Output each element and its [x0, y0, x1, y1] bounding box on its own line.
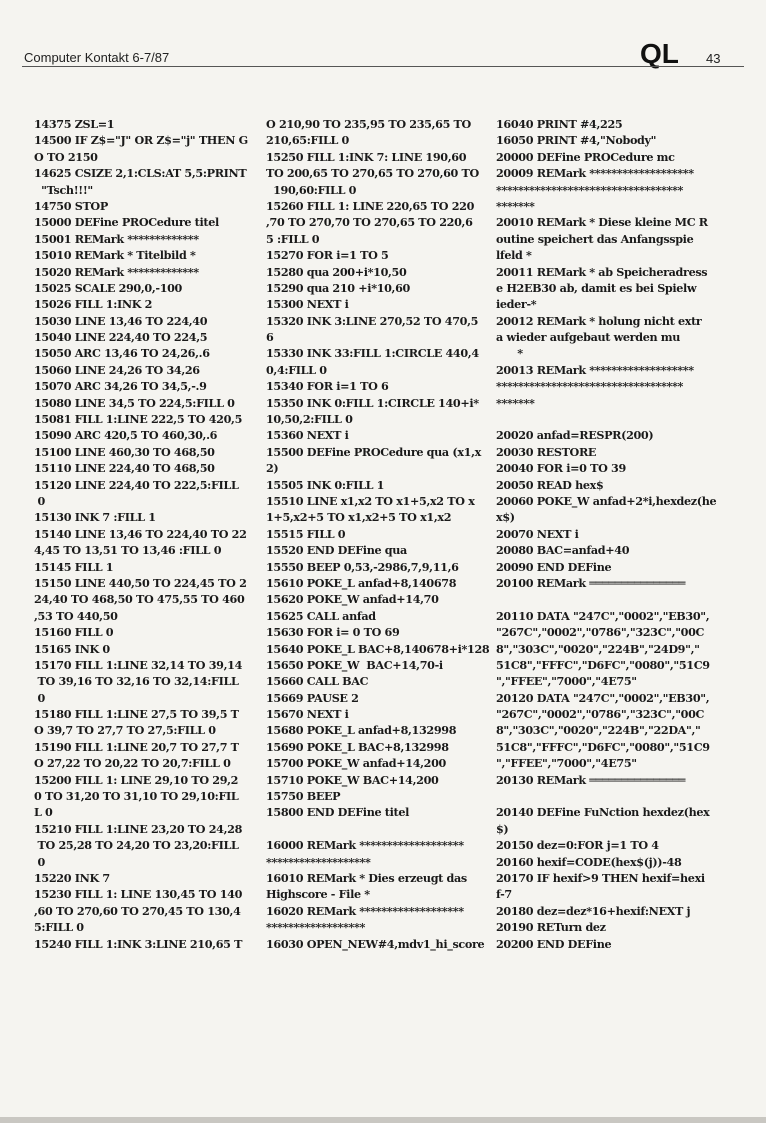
code-line: 20000 DEFine PROCedure mc — [496, 149, 675, 164]
code-line: ********************************** — [496, 182, 684, 197]
code-line: 15610 POKE_L anfad+8,140678 — [266, 575, 457, 590]
code-line: 15210 FILL 1:LINE 23,20 TO 24,28 — [34, 821, 243, 836]
code-line: 20120 DATA "247C","0002","EB30", — [496, 690, 710, 705]
code-line: 15690 POKE_L BAC+8,132998 — [266, 739, 449, 754]
code-line: 15710 POKE_W BAC+14,200 — [266, 772, 439, 787]
code-line: 15030 LINE 13,46 TO 224,40 — [34, 313, 208, 328]
code-line: 20012 REMark * holung nicht extr — [496, 313, 702, 328]
scan-edge — [0, 1117, 766, 1123]
code-line: Highscore - File * — [266, 887, 370, 902]
code-line: 20130 REMark ═══════════════ — [496, 772, 686, 787]
code-line: 15010 REMark * Titelbild * — [34, 248, 196, 263]
code-line: 20150 dez=0:FOR j=1 TO 4 — [496, 838, 659, 853]
code-line: 15140 LINE 13,46 TO 224,40 TO 22 — [34, 526, 247, 541]
code-line: * — [496, 346, 523, 361]
code-line: "267C","0002","0786","323C","00C — [496, 625, 705, 640]
code-line: 16000 REMark ******************* — [266, 838, 464, 853]
code-line: 15130 INK 7 :FILL 1 — [34, 510, 156, 525]
code-line: 15640 POKE_L BAC+8,140678+i*128 — [266, 641, 490, 656]
code-line: 15515 FILL 0 — [266, 526, 346, 541]
code-line: 15630 FOR i= 0 TO 69 — [266, 625, 400, 640]
magazine-title: Computer Kontakt 6-7/87 — [24, 50, 170, 65]
code-line: 20010 REMark * Diese kleine MC R — [496, 215, 708, 230]
code-line: ieder-* — [496, 297, 537, 312]
code-line: 15280 qua 200+i*10,50 — [266, 264, 407, 279]
code-line: 15500 DEFine PROCedure qua (x1,x — [266, 444, 481, 459]
code-line: 15026 FILL 1:INK 2 — [34, 297, 153, 312]
code-line: ******************* — [266, 854, 371, 869]
code-line: 0 — [34, 854, 45, 869]
code-line: 15001 REMark ************* — [34, 231, 199, 246]
code-line: 15025 SCALE 290,0,-100 — [34, 280, 182, 295]
code-line: 20011 REMark * ab Speicheradress — [496, 264, 708, 279]
code-line: 20050 READ hex$ — [496, 477, 604, 492]
code-line: O 39,7 TO 27,7 TO 27,5:FILL 0 — [34, 723, 216, 738]
code-line: 15170 FILL 1:LINE 32,14 TO 39,14 — [34, 657, 243, 672]
code-line — [496, 788, 714, 804]
code-line: 15270 FOR i=1 TO 5 — [266, 248, 389, 263]
code-line: 15320 INK 3:LINE 270,52 TO 470,5 — [266, 313, 479, 328]
code-line: 15669 PAUSE 2 — [266, 690, 359, 705]
code-line: 20070 NEXT i — [496, 526, 579, 541]
code-line: 20090 END DEFine — [496, 559, 612, 574]
code-line: ,70 TO 270,70 TO 270,65 TO 220,6 — [266, 215, 473, 230]
code-line: 15625 CALL anfad — [266, 608, 376, 623]
code-line: 210,65:FILL 0 — [266, 133, 349, 148]
code-line: TO 39,16 TO 32,16 TO 32,14:FILL — [34, 674, 239, 689]
code-line: 15110 LINE 224,40 TO 468,50 — [34, 461, 215, 476]
code-line: O TO 2150 — [34, 149, 98, 164]
code-line: 15040 LINE 224,40 TO 224,5 — [34, 330, 208, 345]
page-number: 43 — [706, 51, 721, 66]
code-line: 15650 POKE_W BAC+14,70-i — [266, 657, 443, 672]
code-line: 20160 hexif=CODE(hex$(j))-48 — [496, 854, 682, 869]
code-line: ******* — [496, 395, 535, 410]
code-line: 20110 DATA "247C","0002","EB30", — [496, 608, 710, 623]
code-line: 20013 REMark ******************* — [496, 362, 694, 377]
code-line: 14625 CSIZE 2,1:CLS:AT 5,5:PRINT — [34, 166, 247, 181]
code-line: 8","303C","0020","224B","24D9"," — [496, 641, 700, 656]
code-line: 15360 NEXT i — [266, 428, 349, 443]
code-line: 15670 NEXT i — [266, 707, 349, 722]
code-line: "Tsch!!!" — [34, 182, 93, 197]
header-rule — [22, 66, 744, 67]
code-line: 15020 REMark ************* — [34, 264, 199, 279]
code-line: 14375 ZSL=1 — [34, 117, 115, 131]
code-line: 10,50,2:FILL 0 — [266, 412, 353, 427]
code-line: 5 :FILL 0 — [266, 231, 320, 246]
code-line — [266, 821, 480, 837]
code-line: 20190 RETurn dez — [496, 920, 606, 935]
code-line: 0 — [34, 690, 45, 705]
code-line: 14500 IF Z$="J" OR Z$="j" THEN G — [34, 133, 248, 148]
code-line: 24,40 TO 468,50 TO 475,55 TO 460 — [34, 592, 245, 607]
code-line: 15800 END DEFine titel — [266, 805, 409, 820]
code-line: 2) — [266, 461, 279, 476]
code-line: x$) — [496, 510, 515, 525]
code-line: 15550 BEEP 0,53,-2986,7,9,11,6 — [266, 559, 459, 574]
code-line: 15150 LINE 440,50 TO 224,45 TO 2 — [34, 575, 247, 590]
code-line: 15230 FILL 1: LINE 130,45 TO 140 — [34, 887, 243, 902]
code-line — [496, 591, 714, 607]
code-line: 16040 PRINT #4,225 — [496, 117, 623, 131]
code-line: 15330 INK 33:FILL 1:CIRCLE 440,4 — [266, 346, 479, 361]
code-line: 20180 dez=dez*16+hexif:NEXT j — [496, 903, 691, 918]
code-line: $) — [496, 821, 509, 836]
code-line: a wieder aufgebaut werden mu — [496, 330, 681, 345]
code-line: ********************************** — [496, 379, 684, 394]
code-line: 15160 FILL 0 — [34, 625, 114, 640]
code-line: TO 200,65 TO 270,65 TO 270,60 TO — [266, 166, 479, 181]
code-line: 20040 FOR i=0 TO 39 — [496, 461, 626, 476]
code-line: lfeld * — [496, 248, 532, 263]
code-line: 15520 END DEFine qua — [266, 543, 407, 558]
code-line: 6 — [266, 330, 274, 345]
code-line: 20170 IF hexif>9 THEN hexif=hexi — [496, 870, 705, 885]
code-line: 15680 POKE_L anfad+8,132998 — [266, 723, 457, 738]
code-line: 15660 CALL BAC — [266, 674, 369, 689]
code-line: 8","303C","0020","224B","22DA"," — [496, 723, 701, 738]
code-line: L 0 — [34, 805, 53, 820]
code-line: ,53 TO 440,50 — [34, 608, 118, 623]
code-line: 15145 FILL 1 — [34, 559, 114, 574]
code-line: O 210,90 TO 235,95 TO 235,65 TO — [266, 117, 471, 131]
code-line: 15100 LINE 460,30 TO 468,50 — [34, 444, 215, 459]
code-line: 15700 POKE_W anfad+14,200 — [266, 756, 446, 771]
code-line: 15250 FILL 1:INK 7: LINE 190,60 — [266, 149, 467, 164]
code-line: 4,45 TO 13,51 TO 13,46 :FILL 0 — [34, 543, 222, 558]
code-line: ","FFEE","7000","4E75" — [496, 674, 637, 689]
code-line: 20060 POKE_W anfad+2*i,hexdez(he — [496, 493, 717, 508]
code-line: 16010 REMark * Dies erzeugt das — [266, 870, 467, 885]
listing-column-3 — [496, 116, 717, 952]
code-line: 51C8","FFFC","D6FC","0080","51C9 — [496, 739, 710, 754]
code-line: 20030 RESTORE — [496, 444, 597, 459]
code-line: 20009 REMark ******************* — [496, 166, 694, 181]
code-line: 15200 FILL 1: LINE 29,10 TO 29,2 — [34, 772, 239, 787]
code-line: e H2EB30 ab, damit es bei Spielw — [496, 280, 697, 295]
code-line: 0,4:FILL 0 — [266, 362, 327, 377]
code-line: 15060 LINE 24,26 TO 34,26 — [34, 362, 200, 377]
code-line: 14750 STOP — [34, 198, 108, 213]
code-line: 15165 INK 0 — [34, 641, 110, 656]
code-line: 15000 DEFine PROCedure titel — [34, 215, 219, 230]
code-line: 15290 qua 210 +i*10,60 — [266, 280, 410, 295]
code-line: 20080 BAC=anfad+40 — [496, 543, 630, 558]
code-line: 5:FILL 0 — [34, 920, 84, 935]
code-line: 15510 LINE x1,x2 TO x1+5,x2 TO x — [266, 493, 475, 508]
code-line: 190,60:FILL 0 — [266, 182, 357, 197]
code-line: 16030 OPEN_NEW#4,mdv1_hi_score — [266, 936, 485, 951]
code-line: "267C","0002","0786","323C","00C — [496, 707, 705, 722]
code-line: 20200 END DEFine — [496, 936, 612, 951]
code-line — [496, 411, 714, 427]
code-line: 15350 INK 0:FILL 1:CIRCLE 140+i* — [266, 395, 479, 410]
code-line: 15190 FILL 1:LINE 20,7 TO 27,7 T — [34, 739, 239, 754]
code-line: ","FFEE","7000","4E75" — [496, 756, 637, 771]
code-line: 15180 FILL 1:LINE 27,5 TO 39,5 T — [34, 707, 239, 722]
code-line: 0 TO 31,20 TO 31,10 TO 29,10:FIL — [34, 789, 239, 804]
code-line: 15750 BEEP — [266, 789, 341, 804]
code-line: 15080 LINE 34,5 TO 224,5:FILL 0 — [34, 395, 235, 410]
code-line: 51C8","FFFC","D6FC","0080","51C9 — [496, 657, 710, 672]
code-line: 15240 FILL 1:INK 3:LINE 210,65 T — [34, 936, 243, 951]
code-line: 15090 ARC 420,5 TO 460,30,.6 — [34, 428, 218, 443]
code-line: ,60 TO 270,60 TO 270,45 TO 130,4 — [34, 903, 241, 918]
listing-column-1 — [34, 116, 248, 952]
code-line: 15081 FILL 1:LINE 222,5 TO 420,5 — [34, 412, 243, 427]
code-line: 15300 NEXT i — [266, 297, 349, 312]
ql-logo: QL — [640, 38, 679, 69]
code-line: 15220 INK 7 — [34, 870, 110, 885]
code-line: 15260 FILL 1: LINE 220,65 TO 220 — [266, 198, 475, 213]
code-line: 15050 ARC 13,46 TO 24,26,.6 — [34, 346, 210, 361]
code-line: 20100 REMark ═══════════════ — [496, 575, 686, 590]
code-line: 20140 DEFine FuNction hexdez(hex — [496, 805, 710, 820]
code-line: TO 25,28 TO 24,20 TO 23,20:FILL — [34, 838, 239, 853]
code-line: O 27,22 TO 20,22 TO 20,7:FILL 0 — [34, 756, 231, 771]
code-line: outine speichert das Anfangsspie — [496, 231, 694, 246]
code-line: 15505 INK 0:FILL 1 — [266, 477, 385, 492]
code-line: 0 — [34, 493, 45, 508]
code-line: 15070 ARC 34,26 TO 34,5,-.9 — [34, 379, 207, 394]
code-line: 16050 PRINT #4,"Nobody" — [496, 133, 657, 148]
listing-column-2 — [266, 116, 490, 952]
code-line: 16020 REMark ******************* — [266, 903, 464, 918]
code-line: 20020 anfad=RESPR(200) — [496, 428, 654, 443]
code-line: 15120 LINE 224,40 TO 222,5:FILL — [34, 477, 239, 492]
code-line: 15340 FOR i=1 TO 6 — [266, 379, 389, 394]
code-line: ****************** — [266, 920, 366, 935]
code-line: f-7 — [496, 887, 512, 902]
code-line: ******* — [496, 198, 535, 213]
code-line: 15620 POKE_W anfad+14,70 — [266, 592, 439, 607]
code-line: 1+5,x2+5 TO x1,x2+5 TO x1,x2 — [266, 510, 452, 525]
